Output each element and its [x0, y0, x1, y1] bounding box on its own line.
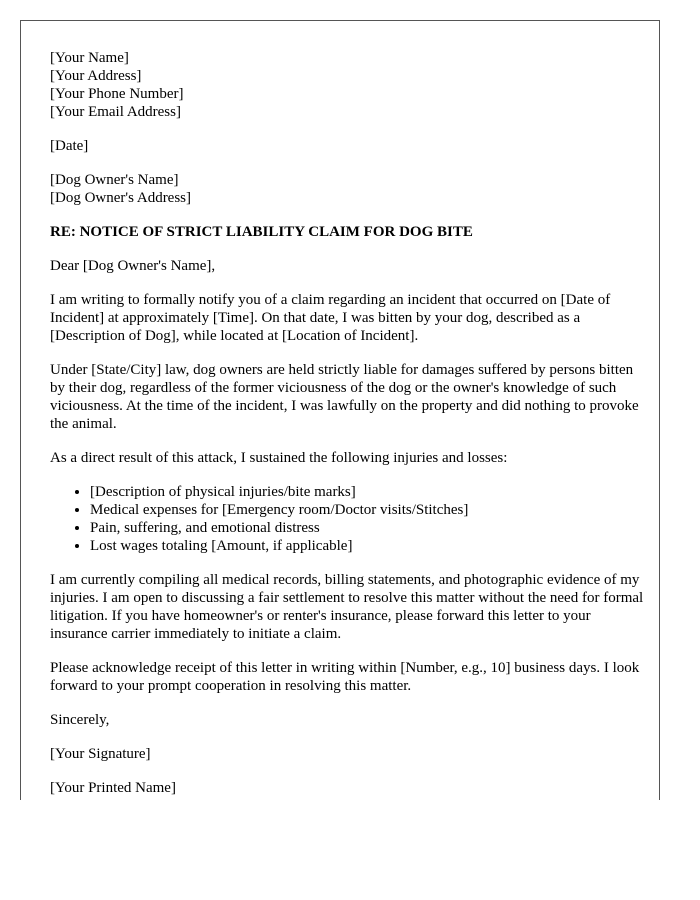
list-item: • Medical expenses for [Emergency room/Doctor visits/Stitches] [90, 501, 650, 519]
sender-block [50, 49, 650, 121]
paragraph-liability: Under [State/City] law, dog owners are held strictly liable for damages suffered by persons bitten by their dog, regardless of the former viciousness of the dog or the owner's knowledge of such viciousness. At the time of the incident, I was lawfully on the property and did nothing to provoke the animal. [50, 362, 639, 432]
letter-content [50, 49, 650, 800]
injuries-list [50, 483, 650, 555]
date-block [50, 137, 650, 155]
recipient-block [50, 171, 650, 207]
signature: [Your Signature] [50, 746, 151, 762]
paragraph-settlement: I am currently compiling all medical records, billing statements, and photographic evidence of my injuries. I am open to discussing a fair settlement to resolve this matter without the need for formal litigation. If you have homeowner's or renter's insurance, please forward this letter to your insurance carrier immediately to initiate a claim. [50, 572, 644, 642]
recipient-address: [Dog Owner's Address] [50, 190, 192, 206]
recipient-name: [Dog Owner's Name] [50, 172, 179, 188]
list-item: • Lost wages totaling [Amount, if applicable] [90, 537, 650, 555]
sender-address: [Your Address] [50, 68, 142, 84]
paragraph-notice: I am writing to formally notify you of a claim regarding an incident that occurred on [Date of Incident] at approximately [Time]. On that date, I was bitten by your dog, described as a [Description of Dog], while located at [Location of Incident]. [50, 292, 611, 344]
list-item: • [Description of physical injuries/bite marks] [90, 483, 650, 501]
printed-name: [Your Printed Name] [50, 780, 176, 796]
sender-email: [Your Email Address] [50, 104, 181, 120]
sender-phone: [Your Phone Number] [50, 86, 184, 102]
paragraph-acknowledge: Please acknowledge receipt of this letter in writing within [Number, e.g., 10] business days. I look forward to your prompt cooperation in resolving this matter. [50, 660, 640, 694]
subject-line: RE: NOTICE OF STRICT LIABILITY CLAIM FOR DOG BITE [50, 224, 473, 240]
paragraph-injuries-intro: As a direct result of this attack, I sustained the following injuries and losses: [50, 450, 508, 466]
salutation: Dear [Dog Owner's Name], [50, 258, 216, 274]
signoff: Sincerely, [50, 712, 110, 728]
letter-page [20, 20, 660, 800]
letter-date: [Date] [50, 138, 89, 154]
sender-name: [Your Name] [50, 50, 129, 66]
list-item: • Pain, suffering, and emotional distress [90, 519, 650, 537]
